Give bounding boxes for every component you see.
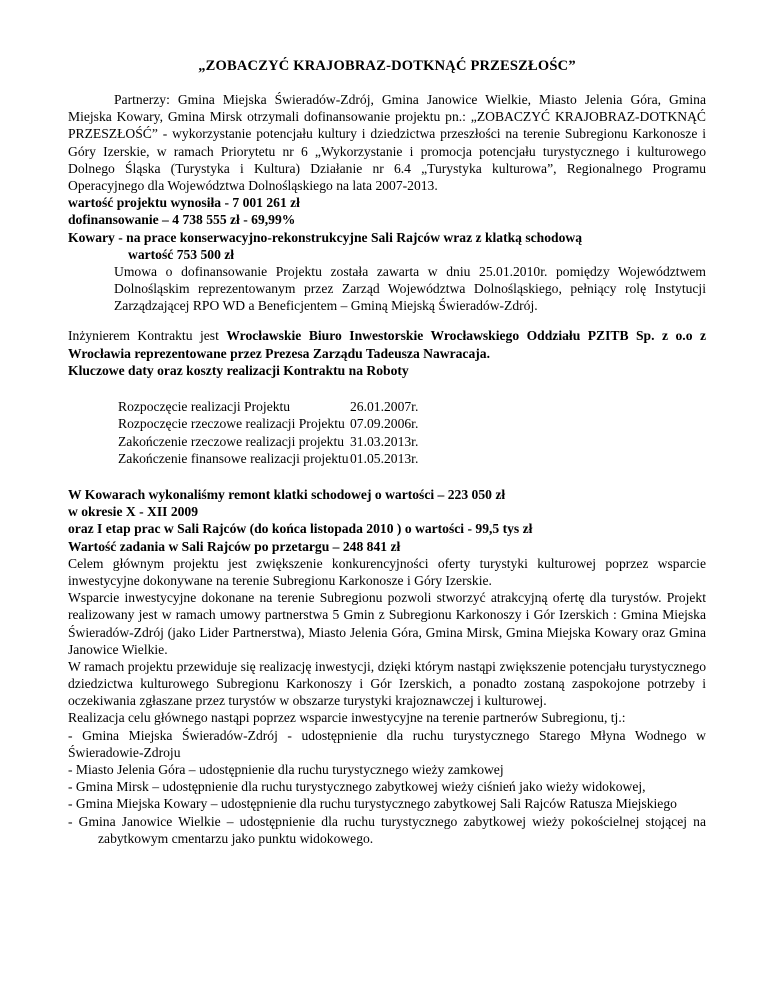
main-goal-paragraph: Celem głównym projektu jest zwiększenie konkurencyjności oferty turystyki kulturowej poprzez wsparcie inwestycyjne dokonywane na terenie Subregionu Karkonosze i Góry Izerskie.: [68, 555, 706, 588]
date-row: [118, 433, 706, 450]
investment-support-paragraph: Wsparcie inwestycyjne dokonane na terenie Subregionu pozwoli stworzyć atrakcyjną ofertę dla turystów. Projekt realizowany jest w ramach umowy partnerstwa 5 Gmin z Subregionu Karkonoszy i Gór Izerskich : Gmina Miejska Świeradów-Zdrój (jako Lider Partnerstwa), Miasto Jelenia Góra, Gmina Mirsk, Gmina Miejska Kowary oraz Gmina Janowice Wielkie.: [68, 590, 706, 657]
agreement-paragraph: [68, 263, 706, 315]
engineer-name: Wrocławskie Biuro Inwestorskie Wrocławskiego Oddziału PZITB Sp. z o.o z Wrocławia reprezentowane przez Prezesa Zarządu Tadeusza Nawracaja.: [68, 328, 706, 361]
list-item: - Gmina Janowice Wielkie – udostępnienie dla ruchu turystycznego zabytkowej wieży pokościelnej stojącej na zabytkowym cmentarzu jako punktu widokowego.: [68, 813, 706, 846]
date-label: Zakończenie rzeczowe realizacji projektu: [118, 433, 345, 449]
date-row: [118, 415, 706, 432]
date-label: Rozpoczęcie rzeczowe realizacji Projektu: [118, 416, 345, 432]
date-value: 31.03.2013r.: [350, 433, 419, 449]
kowary-renovation-line: W Kowarach wykonaliśmy remont klatki schodowej o wartości – 223 050 zł: [68, 487, 506, 502]
period-line: w okresie X - XII 2009: [68, 504, 199, 520]
key-dates-list: [68, 398, 706, 467]
project-value-line: wartość projektu wynosiła - 7 001 261 zł: [68, 195, 300, 211]
task-value-line: Wartość zadania w Sali Rajców po przetargu – 248 841 zł: [68, 538, 401, 554]
list-item: - Miasto Jelenia Góra – udostępnienie dla ruchu turystycznego wieży zamkowej: [68, 762, 504, 777]
list-item: - Gmina Miejska Kowary – udostępnienie dla ruchu turystycznego zabytkowej Sali Rajców Ratusza Miejskiego: [68, 796, 677, 812]
key-dates-heading: Kluczowe daty oraz koszty realizacji Kontraktu na Roboty: [68, 362, 409, 378]
kowary-works-line: Kowary - na prace konserwacyjno-rekonstrukcyjne Sali Rajców wraz z klatką schodową: [68, 229, 583, 245]
date-row: [118, 450, 706, 467]
list-item: - Gmina Mirsk – udostępnienie dla ruchu turystycznego zabytkowej wieży ciśnień jako wieży widokowej,: [68, 779, 646, 795]
engineer-paragraph: [68, 327, 706, 361]
date-value: 07.09.2006r.: [350, 416, 419, 432]
stage-line: oraz I etap prac w Sali Rajców (do końca listopada 2010 ) o wartości - 99,5 tys zł: [68, 521, 533, 537]
date-label: Rozpoczęcie realizacji Projektu: [118, 399, 291, 414]
date-label: Zakończenie finansowe realizacji projektu: [118, 450, 349, 466]
page-title: „ZOBACZYĆ KRAJOBRAZ-DOTKNĄĆ PRZESZŁOŚC”: [198, 58, 576, 74]
list-item: - Gmina Miejska Świeradów-Zdrój - udostępnienie dla ruchu turystycznego Starego Młyna Wodnego w Świeradowie-Zdroju: [68, 727, 706, 760]
cofinancing-line: dofinansowanie – 4 738 555 zł - 69,99%: [68, 212, 296, 228]
date-row: [118, 398, 706, 415]
date-value: 26.01.2007r.: [350, 399, 419, 414]
kowary-value-line: wartość 753 500 zł: [128, 246, 235, 262]
agreement-text: Umowa o dofinansowanie Projektu została zawarta w dniu 25.01.2010r. pomiędzy Województwem Dolnośląskim reprezentowanym przez Zarząd Województwa Dolnośląskiego, pełniący rolę Instytucji Zarządzającej RPO WD a Beneficjentem – Gminą Miejską Świeradów-Zdrój.: [114, 263, 706, 314]
implementation-paragraph: Realizacja celu głównego nastąpi poprzez wsparcie inwestycyjne na terenie partnerów Subregionu, tj.:: [68, 710, 626, 726]
engineer-prefix: Inżynierem Kontraktu jest: [68, 328, 227, 344]
date-value: 01.05.2013r.: [350, 450, 419, 466]
intro-paragraph: Partnerzy: Gmina Miejska Świeradów-Zdrój, Gmina Janowice Wielkie, Miasto Jelenia Góra, Gmina Miejska Kowary, Gmina Mirsk otrzymali dofinansowanie projektu pn.: „ZOBACZYĆ KRAJOBRAZ-DOTKNĄĆ PRZESZŁOŚĆ” - wykorzystanie potencjału kultury i dziedzictwa przeszłości na terenie Subregionu Karkonosze i Góry Izerskie, w ramach Priorytetu nr 6 „Wykorzystanie i promocja potencjału turystycznego i kulturowego Dolnego Śląska (Turystyka i Kultura) Działanie nr 6.4 „Turystyka kulturowa”, Regionalnego Programu Operacyjnego dla Województwa Dolnośląskiego na lata 2007-2013.: [68, 92, 706, 193]
project-scope-paragraph: W ramach projektu przewiduje się realizację inwestycji, dzięki którym nastąpi zwiększenie potencjału turystycznego dziedzictwa kulturowego Subregionu Karkonoszy i Gór Izerskich, a ponadto zostaną zaspokojone potrzeby i oczekiwania zgłaszane przez turystów w obszarze turystyki krajoznawczej i kulturowej.: [68, 658, 706, 709]
